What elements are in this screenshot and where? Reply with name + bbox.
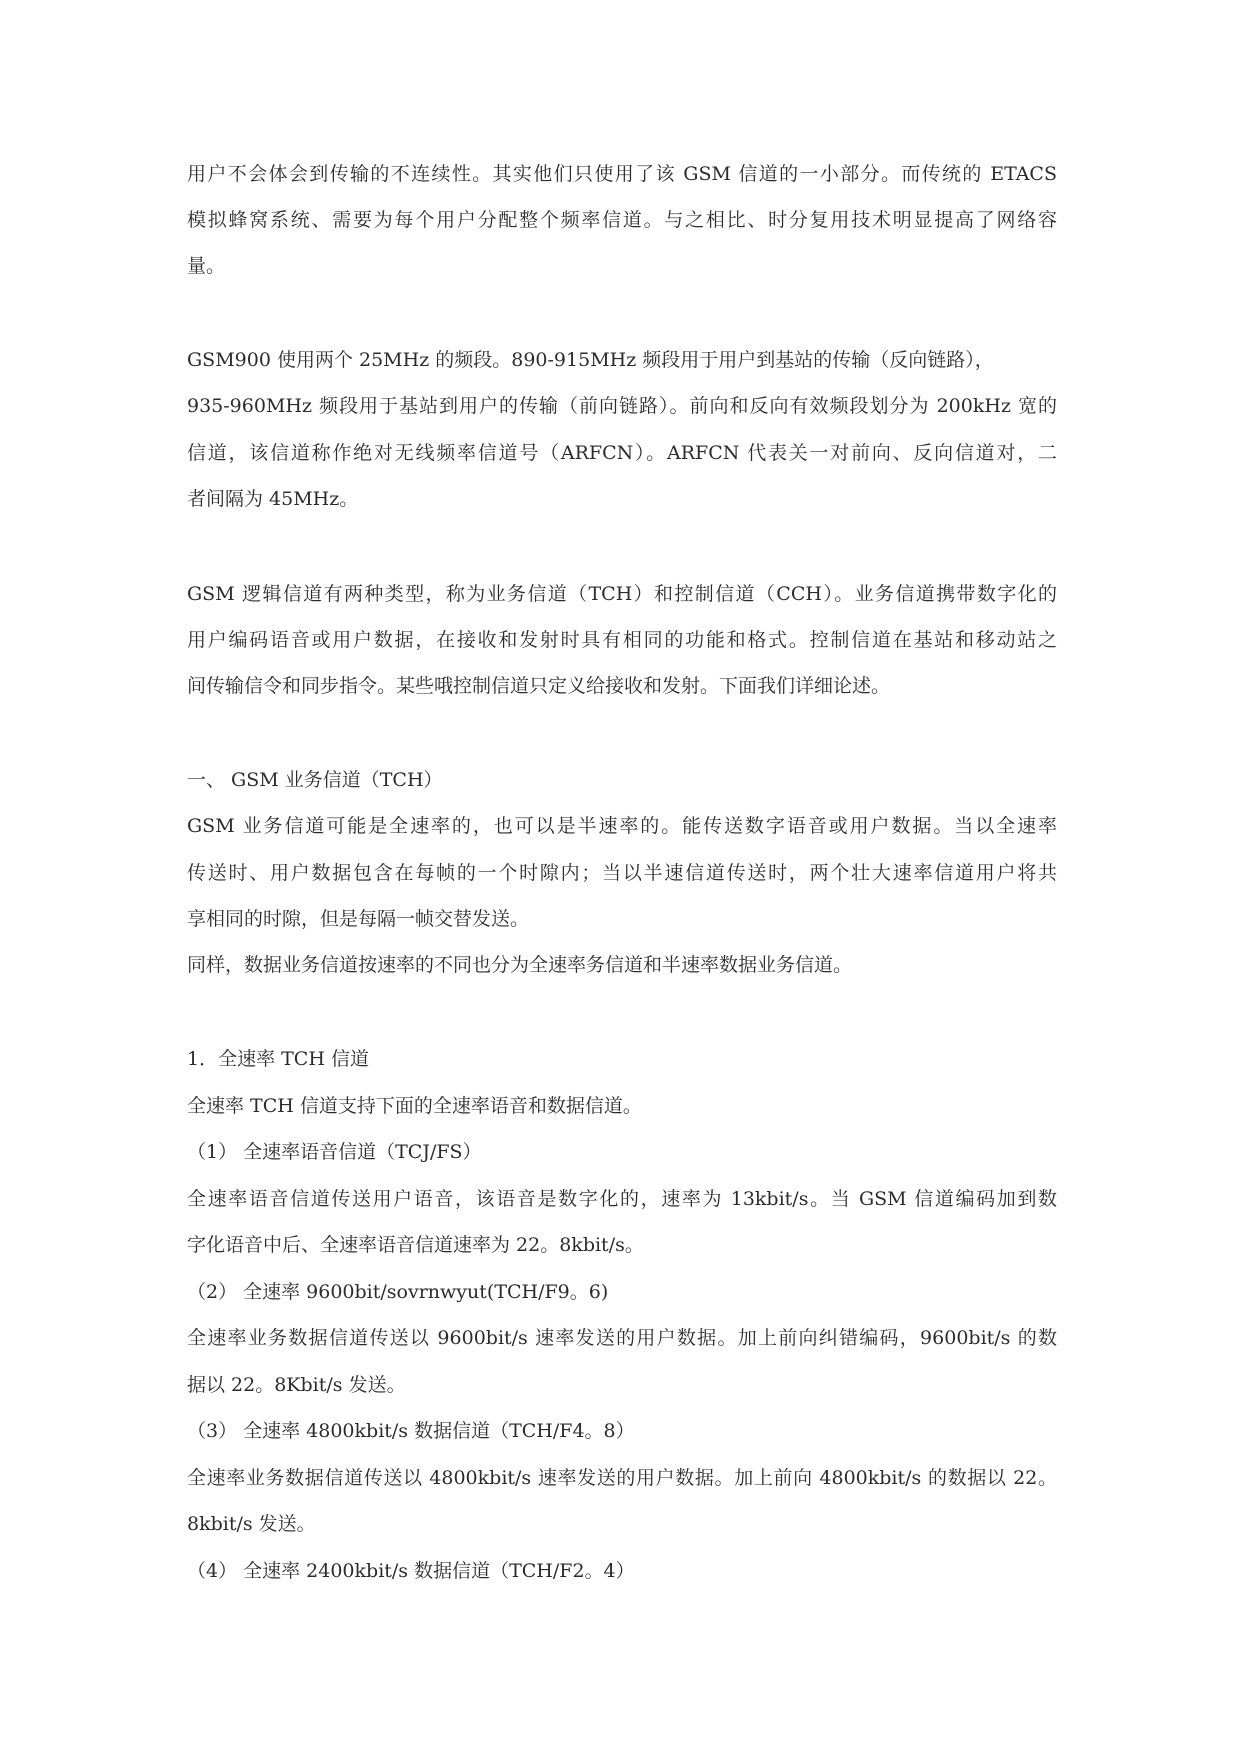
- item-heading: （1） 全速率语音信道（TCJ/FS）: [187, 1141, 482, 1163]
- text-line: 全速率 TCH 信道支持下面的全速率语音和数据信道。: [187, 1095, 642, 1117]
- text-line: GSM 逻辑信道有两种类型，称为业务信道（TCH）和控制信道（CCH）。业务信道携带数字化的: [187, 583, 1057, 605]
- text-line: 全速率业务数据信道传送以 4800kbit/s 速率发送的用户数据。加上前向 4800kbit/s 的数据以 22。: [187, 1467, 1057, 1489]
- subsection-heading: 1．全速率 TCH 信道: [187, 1048, 369, 1070]
- item-heading: （2） 全速率 9600bit/sovrnwyut(TCH/F9。6): [187, 1281, 609, 1303]
- text-line: 者间隔为 45MHz。: [187, 488, 359, 510]
- text-line: 间传输信令和同步指令。某些哦控制信道只定义给接收和发射。下面我们详细论述。: [187, 675, 891, 697]
- text-line: 用户不会体会到传输的不连续性。其实他们只使用了该 GSM 信道的一小部分。而传统的 ETACS: [187, 163, 1057, 185]
- text-line: 935-960MHz 频段用于基站到用户的传输（前向链路）。前向和反向有效频段划分为 200kHz 宽的: [187, 395, 1057, 417]
- text-line: 传送时、用户数据包含在每帧的一个时隙内；当以半速信道传送时，两个壮大速率信道用户将共: [187, 862, 1057, 884]
- text-line: 信道，该信道称作绝对无线频率信道号（ARFCN）。ARFCN 代表关一对前向、反向信道对，二: [187, 442, 1057, 464]
- text-line: 全速率语音信道传送用户语音，该语音是数字化的，速率为 13kbit/s。当 GSM 信道编码加到数: [187, 1188, 1057, 1210]
- text-line: 全速率业务数据信道传送以 9600bit/s 速率发送的用户数据。加上前向纠错编码，9600bit/s 的数: [187, 1327, 1057, 1349]
- text-line: 8kbit/s 发送。: [187, 1513, 316, 1535]
- text-line: 量。: [187, 255, 226, 277]
- text-line: 享相同的时隙，但是每隔一帧交替发送。: [187, 908, 530, 930]
- text-line: GSM900 使用两个 25MHz 的频段。890-915MHz 频段用于用户到基站的传输（反向链路），: [187, 349, 994, 371]
- text-line: 同样，数据业务信道按速率的不同也分为全速率务信道和半速率数据业务信道。: [187, 954, 853, 976]
- text-line: 用户编码语音或用户数据，在接收和发射时具有相同的功能和格式。控制信道在基站和移动站之: [187, 629, 1057, 651]
- text-line: 据以 22。8Kbit/s 发送。: [187, 1374, 406, 1396]
- item-heading: （4） 全速率 2400kbit/s 数据信道（TCH/F2。4）: [187, 1560, 635, 1582]
- text-line: GSM 业务信道可能是全速率的，也可以是半速率的。能传送数字语音或用户数据。当以全速率: [187, 815, 1057, 837]
- section-heading: 一、 GSM 业务信道（TCH）: [187, 769, 443, 791]
- item-heading: （3） 全速率 4800kbit/s 数据信道（TCH/F4。8）: [187, 1420, 635, 1442]
- text-line: 字化语音中后、全速率语音信道速率为 22。8kbit/s。: [187, 1234, 644, 1256]
- text-line: 模拟蜂窝系统、需要为每个用户分配整个频率信道。与之相比、时分复用技术明显提高了网络容: [187, 209, 1057, 231]
